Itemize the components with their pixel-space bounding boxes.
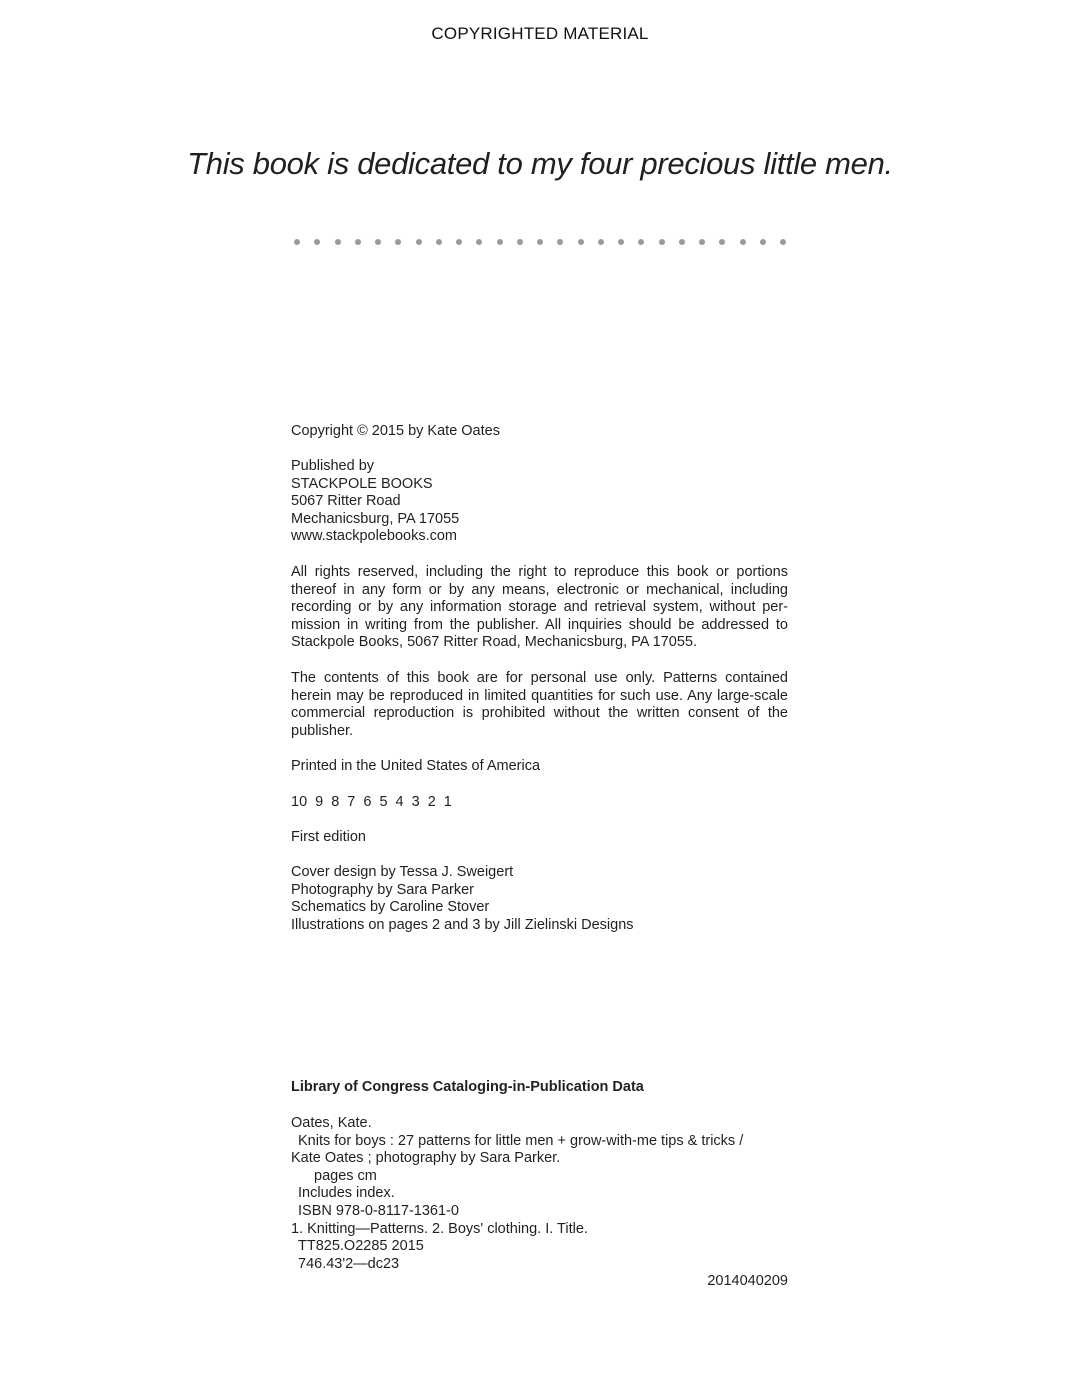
print-number: 10 (291, 794, 308, 810)
usage-line: The contents of this book are for personal use only. Patterns contained (291, 670, 788, 686)
print-number: 1 (443, 794, 452, 810)
cip-subjects: 1. Knitting—Patterns. 2. Boys' clothing. I. Title. (291, 1220, 588, 1237)
publisher-name: STACKPOLE BOOKS (291, 475, 433, 492)
usage-line: herein may be reproduced in limited quantities for such use. Any large-scale (291, 687, 788, 704)
cip-title-continued: Kate Oates ; photography by Sara Parker. (291, 1150, 561, 1167)
copyright-line (291, 423, 788, 441)
print-number: 9 (315, 794, 324, 810)
print-number: 5 (379, 794, 388, 810)
copyrighted-material-banner: COPYRIGHTED MATERIAL (431, 24, 649, 43)
print-number-line (291, 794, 788, 812)
printed-in-text: Printed in the United States of America (291, 758, 541, 774)
cip-pages: pages cm (314, 1167, 377, 1184)
cip-author: Oates, Kate. (291, 1115, 372, 1131)
rights-paragraph (291, 564, 788, 652)
publisher-website: www.stackpolebooks.com (291, 528, 458, 545)
rights-line: thereof in any form or by any means, electronic or mechanical, including (291, 581, 788, 598)
usage-line: commercial reproduction is prohibited without the written consent of the (291, 705, 788, 722)
print-number: 7 (347, 794, 356, 810)
cip-title: Knits for boys : 27 patterns for little men + grow-with-me tips & tricks / (298, 1132, 744, 1149)
dotted-divider (294, 236, 786, 248)
photography-credit: Photography by Sara Parker (291, 881, 474, 898)
dedication-text: This book is dedicated to my four precious little men. (187, 146, 893, 181)
cover-credit: Cover design by Tessa J. Sweigert (291, 864, 514, 880)
publisher-street: 5067 Ritter Road (291, 493, 401, 510)
cip-index: Includes index. (298, 1185, 395, 1202)
cip-dewey: 746.43'2—dc23 (298, 1255, 400, 1272)
cip-control-number: 2014040209 (707, 1273, 788, 1290)
cip-heading: Library of Congress Cataloging-in-Publication Data (291, 1079, 644, 1095)
rights-line: Stackpole Books, 5067 Ritter Road, Mechanicsburg, PA 17055. (291, 634, 697, 651)
usage-paragraph (291, 670, 788, 740)
rights-line: recording or by any information storage and retrieval system, without per- (291, 599, 788, 616)
copyright-text: Copyright © 2015 by Kate Oates (291, 423, 500, 439)
print-number: 6 (363, 794, 372, 810)
print-number: 4 (395, 794, 404, 810)
print-number: 8 (331, 794, 340, 810)
edition-line (291, 829, 788, 847)
published-by-label: Published by (291, 458, 375, 474)
usage-line: publisher. (291, 722, 354, 739)
edition-text: First edition (291, 829, 366, 845)
rights-line: All rights reserved, including the right to reproduce this book or portions (291, 564, 788, 580)
credits-block (291, 864, 788, 934)
printed-line (291, 758, 788, 776)
publisher-city: Mechanicsburg, PA 17055 (291, 510, 460, 527)
schematics-credit: Schematics by Caroline Stover (291, 899, 490, 916)
illustrations-credit: Illustrations on pages 2 and 3 by Jill Zielinski Designs (291, 916, 634, 933)
print-number: 3 (411, 794, 420, 810)
cip-isbn: ISBN 978-0-8117-1361-0 (298, 1202, 459, 1219)
rights-line: mission in writing from the publisher. All inquiries should be addressed to (291, 616, 788, 633)
cip-lc-class: TT825.O2285 2015 (298, 1238, 424, 1255)
print-number: 2 (427, 794, 436, 810)
cip-record (291, 1115, 788, 1291)
publisher-block (291, 458, 788, 546)
